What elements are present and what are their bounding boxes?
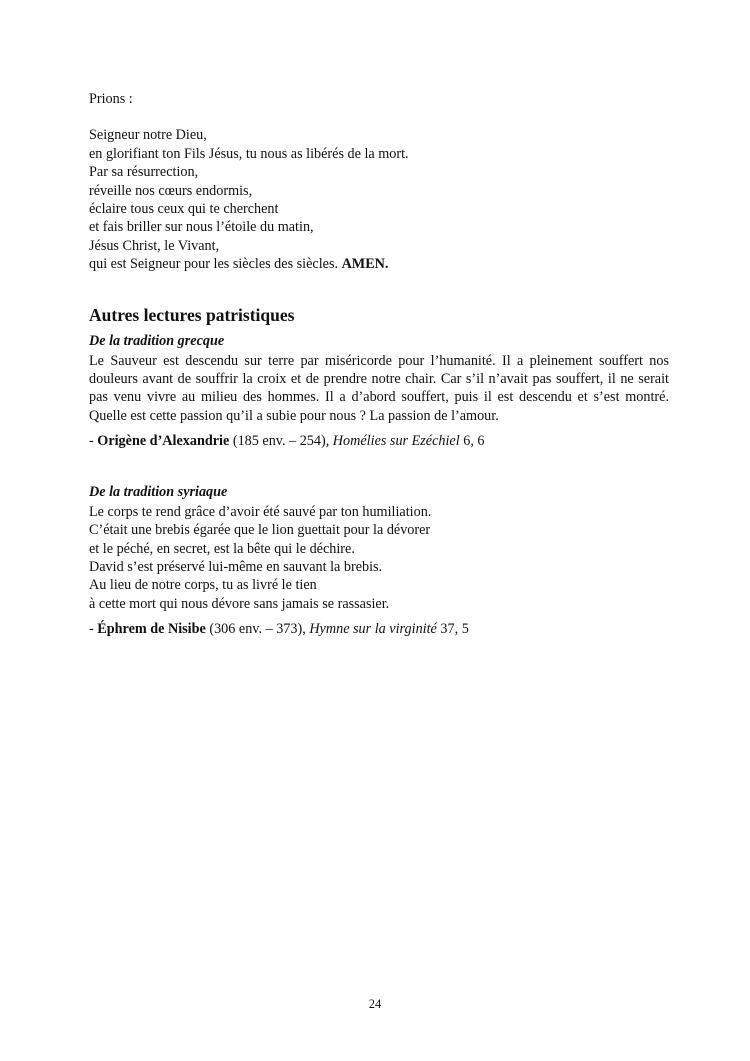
prayer-line: et fais briller sur nous l’étoile du matin, (89, 219, 314, 236)
syriac-line: C’était une brebis égarée que le lion guettait pour la dévorer (89, 522, 431, 539)
syriac-line: David s’est préservé lui-même en sauvant la brebis. (89, 558, 383, 575)
attribution-dash: - (89, 433, 98, 450)
page-number: 24 (368, 997, 382, 1011)
syriac-attribution (89, 620, 669, 638)
attribution-dash: - (89, 621, 98, 638)
attribution-author: Éphrem de Nisibe (97, 621, 206, 638)
prayer-line: Par sa résurrection, (89, 164, 199, 181)
prayer-line-final (89, 255, 669, 273)
attribution-dates: (185 env. – 254), (229, 433, 333, 450)
syriac-tradition-title: De la tradition syriaque (89, 483, 228, 500)
greek-tradition-title: De la tradition grecque (89, 332, 225, 349)
attribution-ref: 6, 6 (459, 433, 485, 450)
prayer-line: Jésus Christ, le Vivant, (89, 237, 220, 254)
syriac-line: et le péché, en secret, est la bête qui le déchire. (89, 540, 355, 557)
syriac-line: Au lieu de notre corps, tu as livré le tien (89, 577, 317, 594)
attribution-author: Origène d’Alexandrie (97, 433, 230, 450)
prayer-line: éclaire tous ceux qui te cherchent (89, 201, 279, 218)
syriac-line: à cette mort qui nous dévore sans jamais se rassasier. (89, 595, 390, 612)
document-page (89, 90, 669, 639)
greek-paragraph: Le Sauveur est descendu sur terre par miséricorde pour l’humanité. Il a pleinement souffert nos douleurs avant de souffrir la croix et de prendre notre chair. Car s’il n’avait pas souffert, il ne serait pas venu vivre au milieu des hommes. Il a d’abord souffert, puis il est descendu et s’est montré. Quelle est cette passion qu’il a subie pour nous ? La passion de l’amour. (89, 352, 669, 424)
prayer-amen: AMEN. (341, 256, 389, 273)
attribution-ref: 37, 5 (436, 621, 469, 638)
attribution-dates: (306 env. – 373), (205, 621, 310, 638)
syriac-text (89, 503, 669, 613)
attribution-work: Hymne sur la virginité (309, 621, 437, 638)
prayer-line: Seigneur notre Dieu, (89, 127, 207, 144)
prayer-line: réveille nos cœurs endormis, (89, 182, 253, 199)
attribution-work: Homélies sur Ezéchiel (332, 433, 460, 450)
prayer-text (89, 126, 669, 273)
prayer-line-text: qui est Seigneur pour les siècles des siècles. (89, 256, 339, 273)
spacer (89, 451, 669, 483)
prayer-heading: Prions : (89, 91, 133, 107)
greek-attribution (89, 432, 669, 450)
prayer-line: en glorifiant ton Fils Jésus, tu nous as libérés de la mort. (89, 145, 409, 162)
section-title: Autres lectures patristiques (89, 304, 295, 325)
syriac-line: Le corps te rend grâce d’avoir été sauvé par ton humiliation. (89, 503, 432, 520)
